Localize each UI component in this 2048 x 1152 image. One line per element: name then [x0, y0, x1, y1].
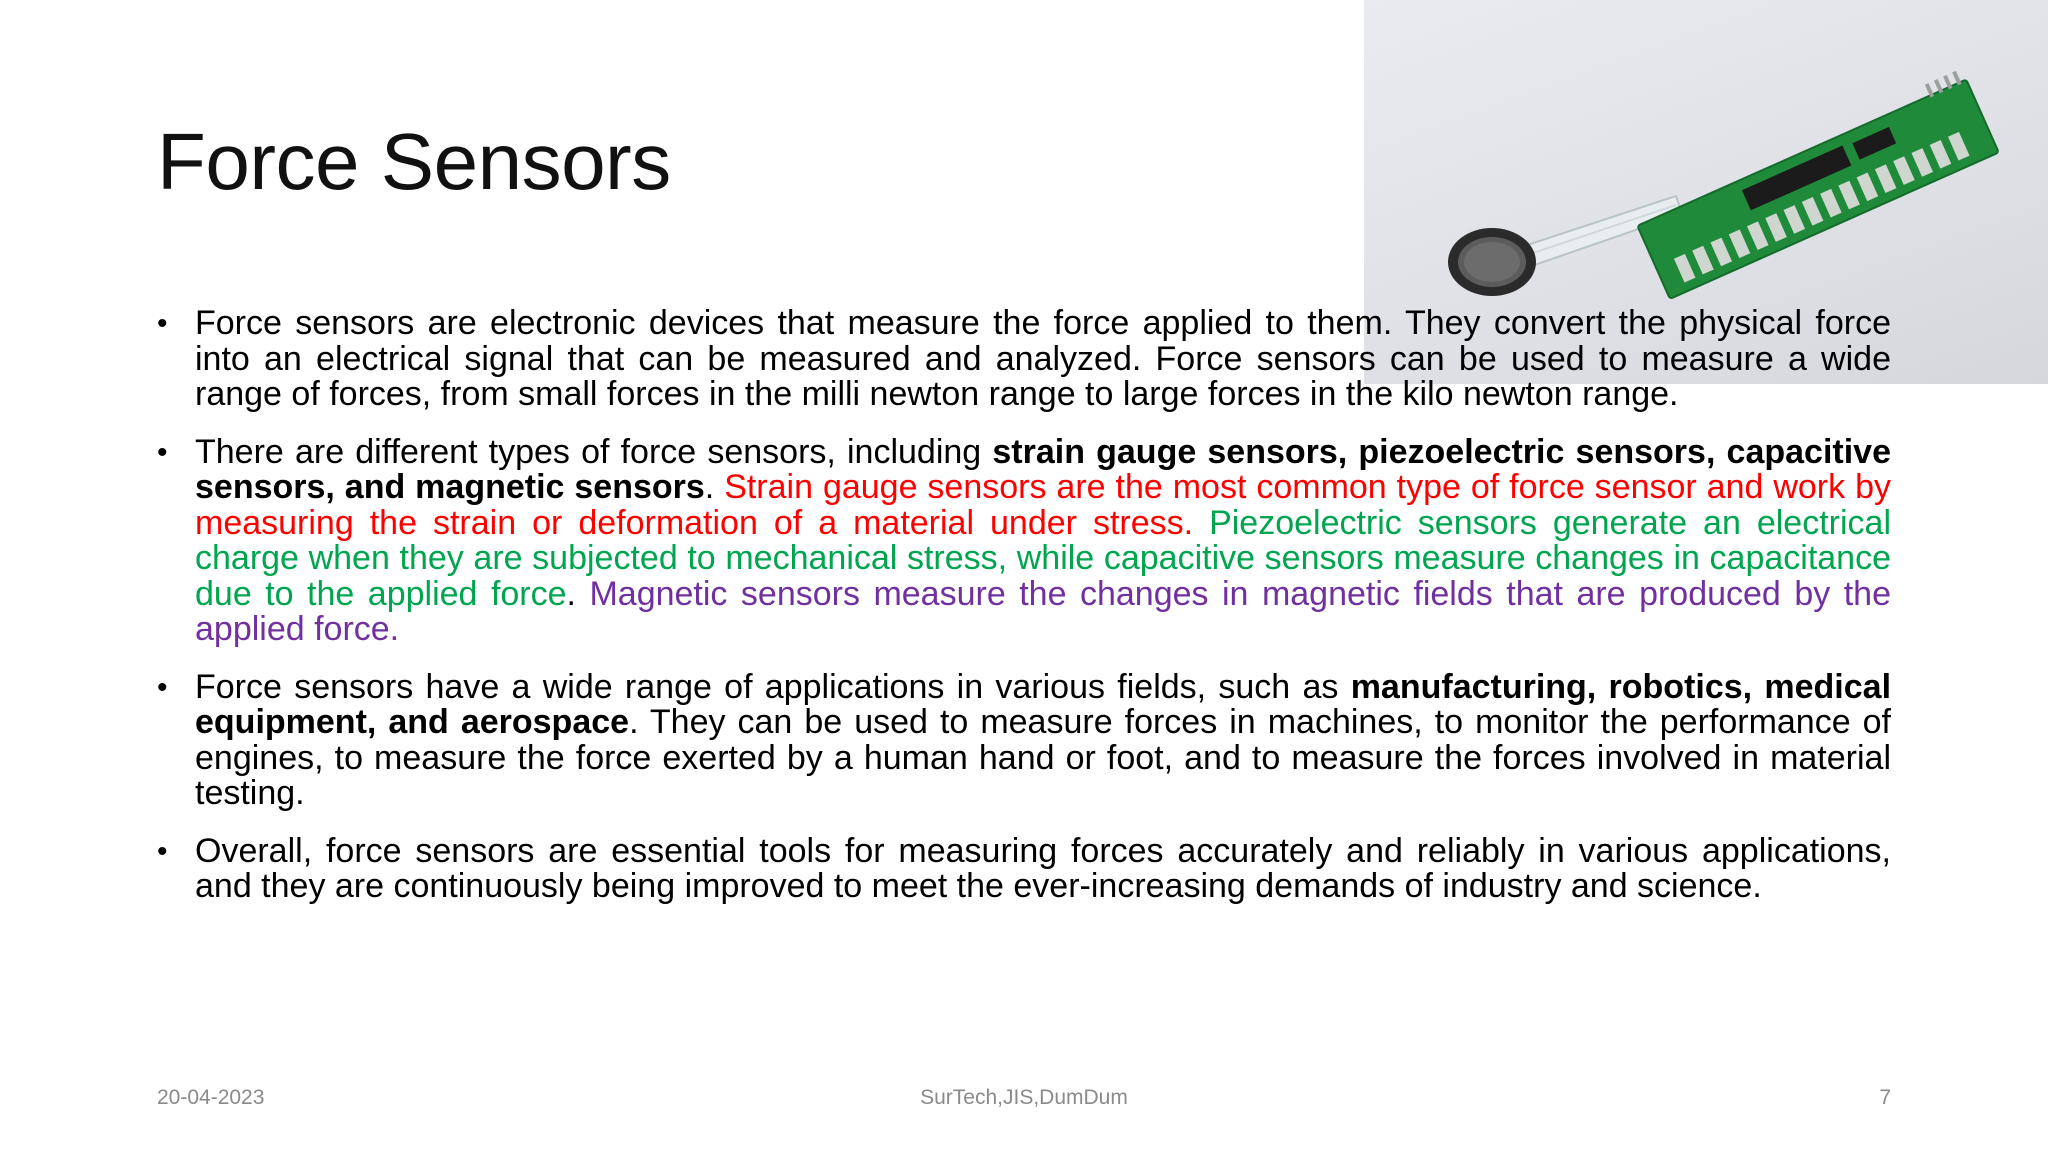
bullet-text: . They can be used to measure forces in machines, to monitor the performance of engines, to measure the force exerted by a human hand or foot, and to measure the forces involved in material testing. [195, 703, 1891, 812]
footer-center-text: SurTech,JIS,DumDum [920, 1086, 1128, 1109]
piezo-capacitive-text: Piezoelectric sensors generate an electrical charge when they are subjected to mechanical stress, while capacitive sensors measure changes in capacitance due to the applied force [195, 503, 1891, 613]
bullet-text: Overall, force sensors are essential tools for measuring forces accurately and reliably in various applications, and they are continuously being improved to meet the ever-increasing demands of industry and science. [195, 831, 1891, 905]
bullet-text: Force sensors have a wide range of applications in various fields, such as [195, 667, 1351, 706]
bold-applications: manufacturing, robotics, medical equipment, and aerospace [195, 667, 1892, 741]
bullet-dot: • [157, 670, 168, 704]
slide-title: Force Sensors [157, 117, 671, 206]
bullet-text: . [566, 574, 590, 613]
page-number: 7 [1879, 1086, 1891, 1109]
bold-sensor-types: strain gauge sensors, piezoelectric sensors, capacitive sensors, and magnetic sensors [195, 432, 1891, 506]
bullet-text: There are different types of force sensors, including [195, 432, 993, 471]
strain-gauge-text: Strain gauge sensors are the most common type of force sensor and work by measuring the strain or deformation of a material under stress. [195, 468, 1891, 542]
bullet-dot: • [157, 435, 168, 469]
bullet-text: Force sensors are electronic devices that measure the force applied to them. They convert the physical force into an electrical signal that can be measured and analyzed. Force sensors can be used to measure a wide range of forces, from small forces in the milli newton range to large forces in the kilo newton range. [195, 304, 1891, 413]
bullet-item-types [157, 432, 1891, 648]
bullet-item-overall [157, 831, 1891, 905]
bullet-item-definition [157, 306, 1891, 413]
bullet-text: . [704, 468, 725, 506]
bullet-dot: • [157, 834, 168, 868]
footer-date: 20-04-2023 [157, 1086, 265, 1109]
bullet-dot: • [157, 307, 168, 340]
bullet-item-applications [157, 667, 1892, 812]
bullet-list [157, 306, 1891, 927]
magnetic-text: Magnetic sensors measure the changes in magnetic fields that are produced by the applied force. [195, 574, 1891, 648]
